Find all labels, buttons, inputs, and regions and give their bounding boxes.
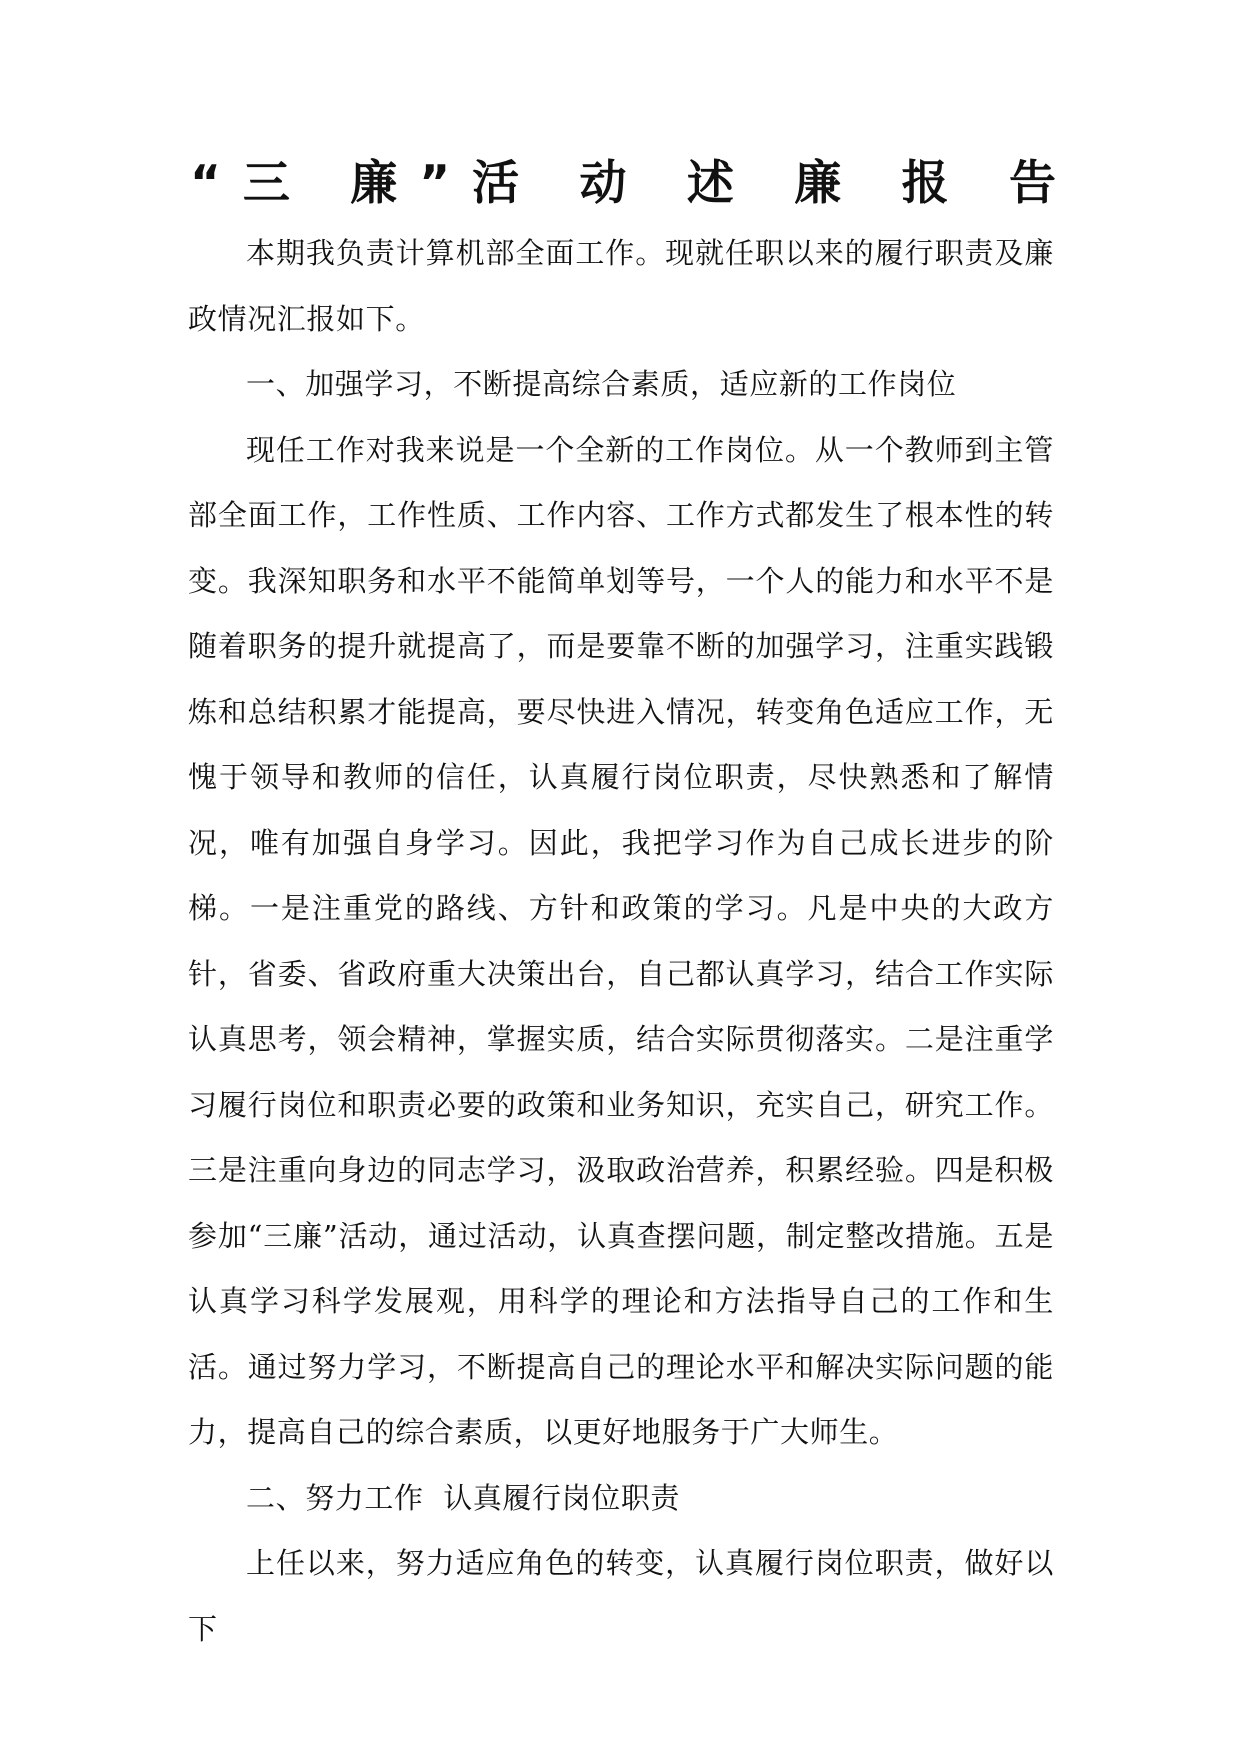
section-2-paragraph: 上任以来，努力适应角色的转变，认真履行岗位职责，做好以下: [188, 1546, 1054, 1646]
document-title: “三 廉”活 动 述 廉 报 告: [190, 156, 1078, 211]
section-heading-1: 一、加强学习，不断提高综合素质，适应新的工作岗位: [246, 367, 957, 401]
section-1-paragraph: 现任工作对我来说是一个全新的工作岗位。从一个教师到主管部全面工作，工作性质、工作内容、工作方式都发生了根本性的转变。我深知职务和水平不能简单划等号，一个人的能力和水平不是随着职务的提升就提高了，而是要靠不断的加强学习，注重实践锻炼和总结积累才能提高，要尽快进入情况，转变角色适应工作，无愧于领导和教师的信任，认真履行岗位职责，尽快熟悉和了解情况，唯有加强自身学习。因此，我把学习作为自己成长进步的阶梯。一是注重党的路线、方针和政策的学习。凡是中央的大政方针，省委、省政府重大决策出台，自己都认真学习，结合工作实际认真思考，领会精神，掌握实质，结合实际贯彻落实。二是注重学习履行岗位和职责必要的政策和业务知识，充实自己，研究工作。三是注重向身边的同志学习，汲取政治营养，积累经验。四是积极参加“三廉”活动，通过活动，认真查摆问题，制定整改措施。五是认真学习科学发展观，用科学的理论和方法指导自己的工作和生活。通过努力学习，不断提高自己的理论水平和解决实际问题的能力，提高自己的综合素质，以更好地服务于广大师生。: [188, 432, 1054, 1449]
section-heading-2: 二、努力工作 认真履行岗位职责: [246, 1480, 681, 1515]
document-body: [188, 221, 1054, 1662]
intro-paragraph: 本期我负责计算机部全面工作。现就任职以来的履行职责及廉政情况汇报如下。: [188, 236, 1054, 336]
